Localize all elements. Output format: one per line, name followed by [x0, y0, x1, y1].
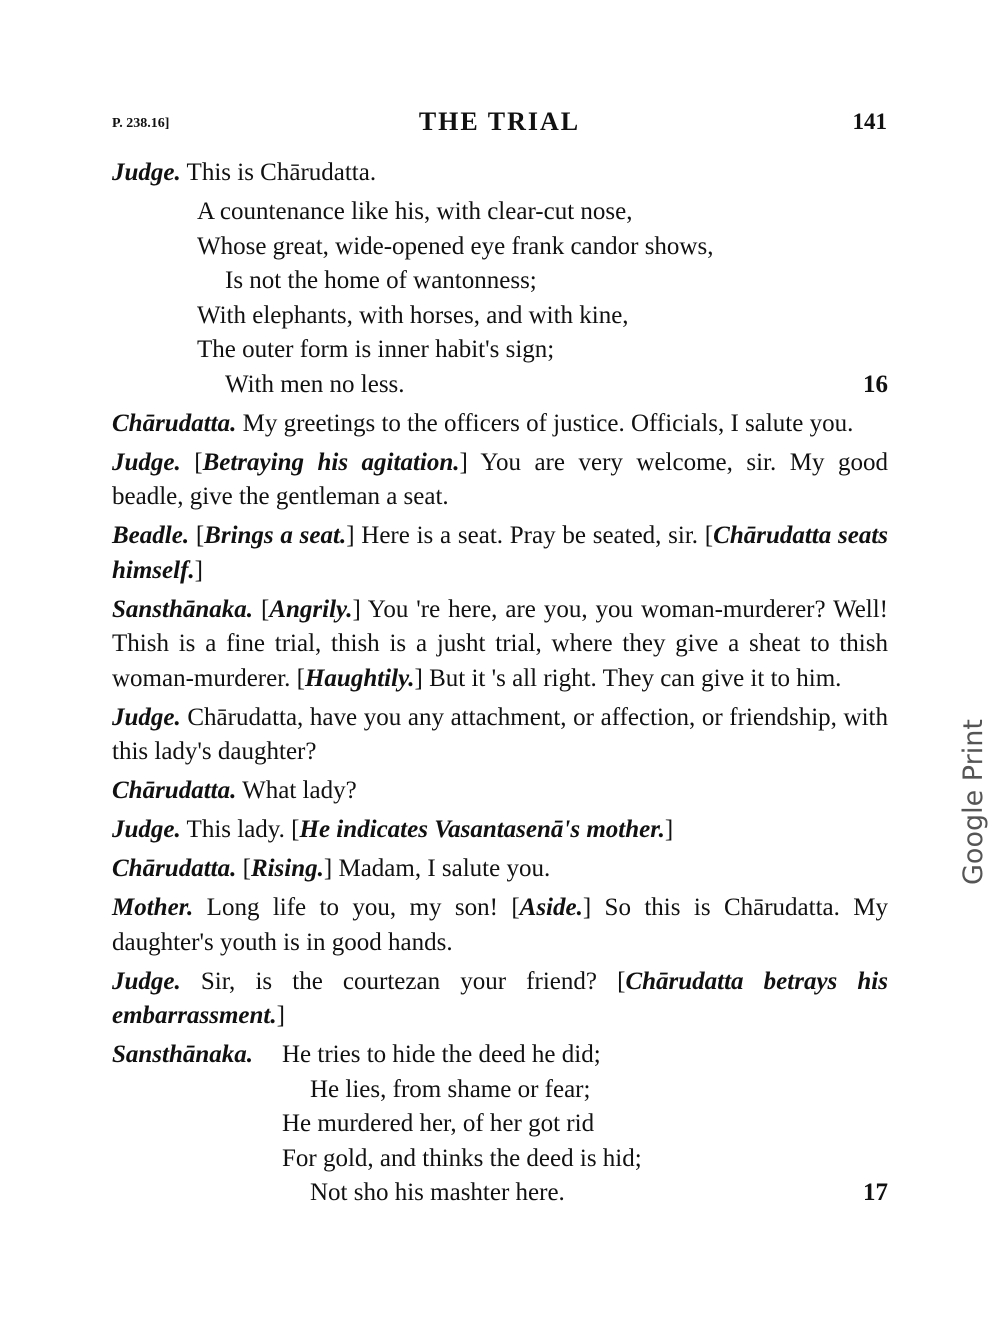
stage-direction: Chārudatta seats himself.: [112, 522, 889, 584]
verse-line: [112, 368, 888, 403]
verse-text: A countenance like his, with clear-cut nose,: [197, 198, 633, 225]
verse-text: The outer form is inner habit's sign;: [197, 336, 555, 363]
verse-text: He lies, from shame or fear;: [310, 1075, 591, 1103]
verse-text: Whose great, wide-opened eye frank candor shows,: [197, 232, 714, 260]
dialogue-text: [: [180, 448, 203, 476]
speaker-name: Judge.: [112, 703, 181, 731]
stage-direction: Angrily.: [269, 595, 353, 623]
verse-text: With elephants, with horses, and with kine,: [197, 301, 629, 329]
verse-text: With men no less.: [225, 370, 405, 398]
speaker-name: Sansthānaka.: [112, 595, 254, 623]
verse-line: [112, 1073, 888, 1108]
paragraph: [112, 965, 888, 1034]
dialogue-text: Sir, is the courtezan your friend? [: [180, 967, 626, 995]
dialogue-text: ] But it 's all right. They can give it to him.: [414, 664, 842, 692]
verse-stanza: [112, 195, 888, 402]
verse-text: Not sho his mashter here.: [310, 1179, 565, 1206]
verse-line: [112, 1176, 888, 1211]
dialogue-text: My greetings to the officers of justice. Officials, I salute you.: [236, 409, 854, 437]
dialogue-text: ] You are very welcome, sir. My good beadle, give the gentleman a seat.: [112, 448, 888, 510]
dialogue-text: This lady. [: [180, 816, 300, 843]
speaker-name: Judge.: [112, 448, 181, 476]
stage-direction: Haughtily.: [304, 664, 415, 692]
verse-number: 17: [863, 1179, 888, 1206]
verse-text: Is not the home of wantonness;: [225, 267, 537, 294]
speaker-name: Chārudatta.: [112, 777, 237, 804]
page-reference: P. 238.16]: [112, 116, 170, 131]
dialogue-text: [: [236, 855, 251, 882]
stage-direction: Betraying his agitation.: [202, 448, 460, 476]
speaker-name: Sansthānaka.: [112, 1041, 254, 1068]
speaker-name: Chārudatta.: [112, 409, 237, 437]
verse-line: [112, 333, 888, 368]
verse-line: [112, 230, 888, 265]
speaker-name: Beadle.: [112, 522, 190, 549]
paragraph: [112, 407, 888, 442]
dialogue-text: [: [253, 595, 270, 623]
paragraph: [112, 774, 888, 809]
stage-direction: Brings a seat.: [204, 522, 347, 549]
paragraph: [112, 701, 888, 770]
running-header: [112, 107, 887, 141]
dialogue-text: ]: [276, 1002, 285, 1029]
verse-line: [112, 1142, 888, 1177]
paragraph: [112, 156, 888, 191]
paragraph: [112, 446, 888, 515]
verse-stanza: [112, 1038, 888, 1211]
page-body: [112, 156, 888, 1215]
speaker-name: Mother.: [112, 894, 194, 921]
dialogue-text: ] You 're here, are you, you woman-murderer? Well! Thish is a fine trial, thish is a jusht trial, where they give a sheat to thish woman-murderer. [: [112, 595, 889, 692]
dialogue-text: What lady?: [236, 777, 357, 804]
dialogue-text: ] Here is a seat. Pray be seated, sir. [: [346, 522, 714, 549]
dialogue-text: ] So this is Chārudatta. My daughter's youth is in good hands.: [112, 894, 888, 956]
paragraph: [112, 852, 888, 887]
stage-direction: Aside.: [519, 894, 583, 921]
verse-number: 16: [863, 370, 888, 398]
verse-line: [112, 1038, 888, 1073]
dialogue-text: ]: [194, 556, 203, 584]
paragraph: [112, 813, 888, 848]
verse-line: [112, 299, 888, 334]
dialogue-text: ] Madam, I salute you.: [323, 855, 551, 882]
google-print-watermark: Google Print: [958, 719, 989, 885]
verse-text: He murdered her, of her got rid: [282, 1110, 595, 1137]
speaker-name: Judge.: [112, 967, 181, 995]
verse-line: [112, 1107, 888, 1142]
chapter-title: THE TRIAL: [418, 107, 581, 136]
paragraph: [112, 891, 888, 960]
dialogue-text: Chārudatta, have you any attachment, or affection, or friendship, with this lady's daughter?: [112, 703, 888, 765]
stage-direction: Rising.: [250, 855, 324, 882]
paragraph: [112, 593, 888, 697]
dialogue-text: ]: [664, 816, 674, 843]
verse-line: [112, 264, 888, 299]
dialogue-text: This is Chārudatta.: [180, 159, 377, 186]
stage-direction: He indicates Vasantasenā's mother.: [299, 816, 665, 843]
page-number: 141: [852, 109, 887, 134]
dialogue-text: [: [189, 522, 205, 549]
speaker-name: Chārudatta.: [112, 855, 237, 882]
verse-text: He tries to hide the deed he did;: [282, 1041, 601, 1068]
dialogue-text: Long life to you, my son! [: [193, 894, 520, 921]
verse-text: For gold, and thinks the deed is hid;: [282, 1144, 642, 1172]
verse-line: [112, 195, 888, 230]
speaker-name: Judge.: [112, 816, 181, 843]
stage-direction: Chārudatta betrays his embarrassment.: [112, 967, 888, 1029]
paragraph: [112, 519, 888, 588]
speaker-name: Judge.: [112, 159, 181, 186]
